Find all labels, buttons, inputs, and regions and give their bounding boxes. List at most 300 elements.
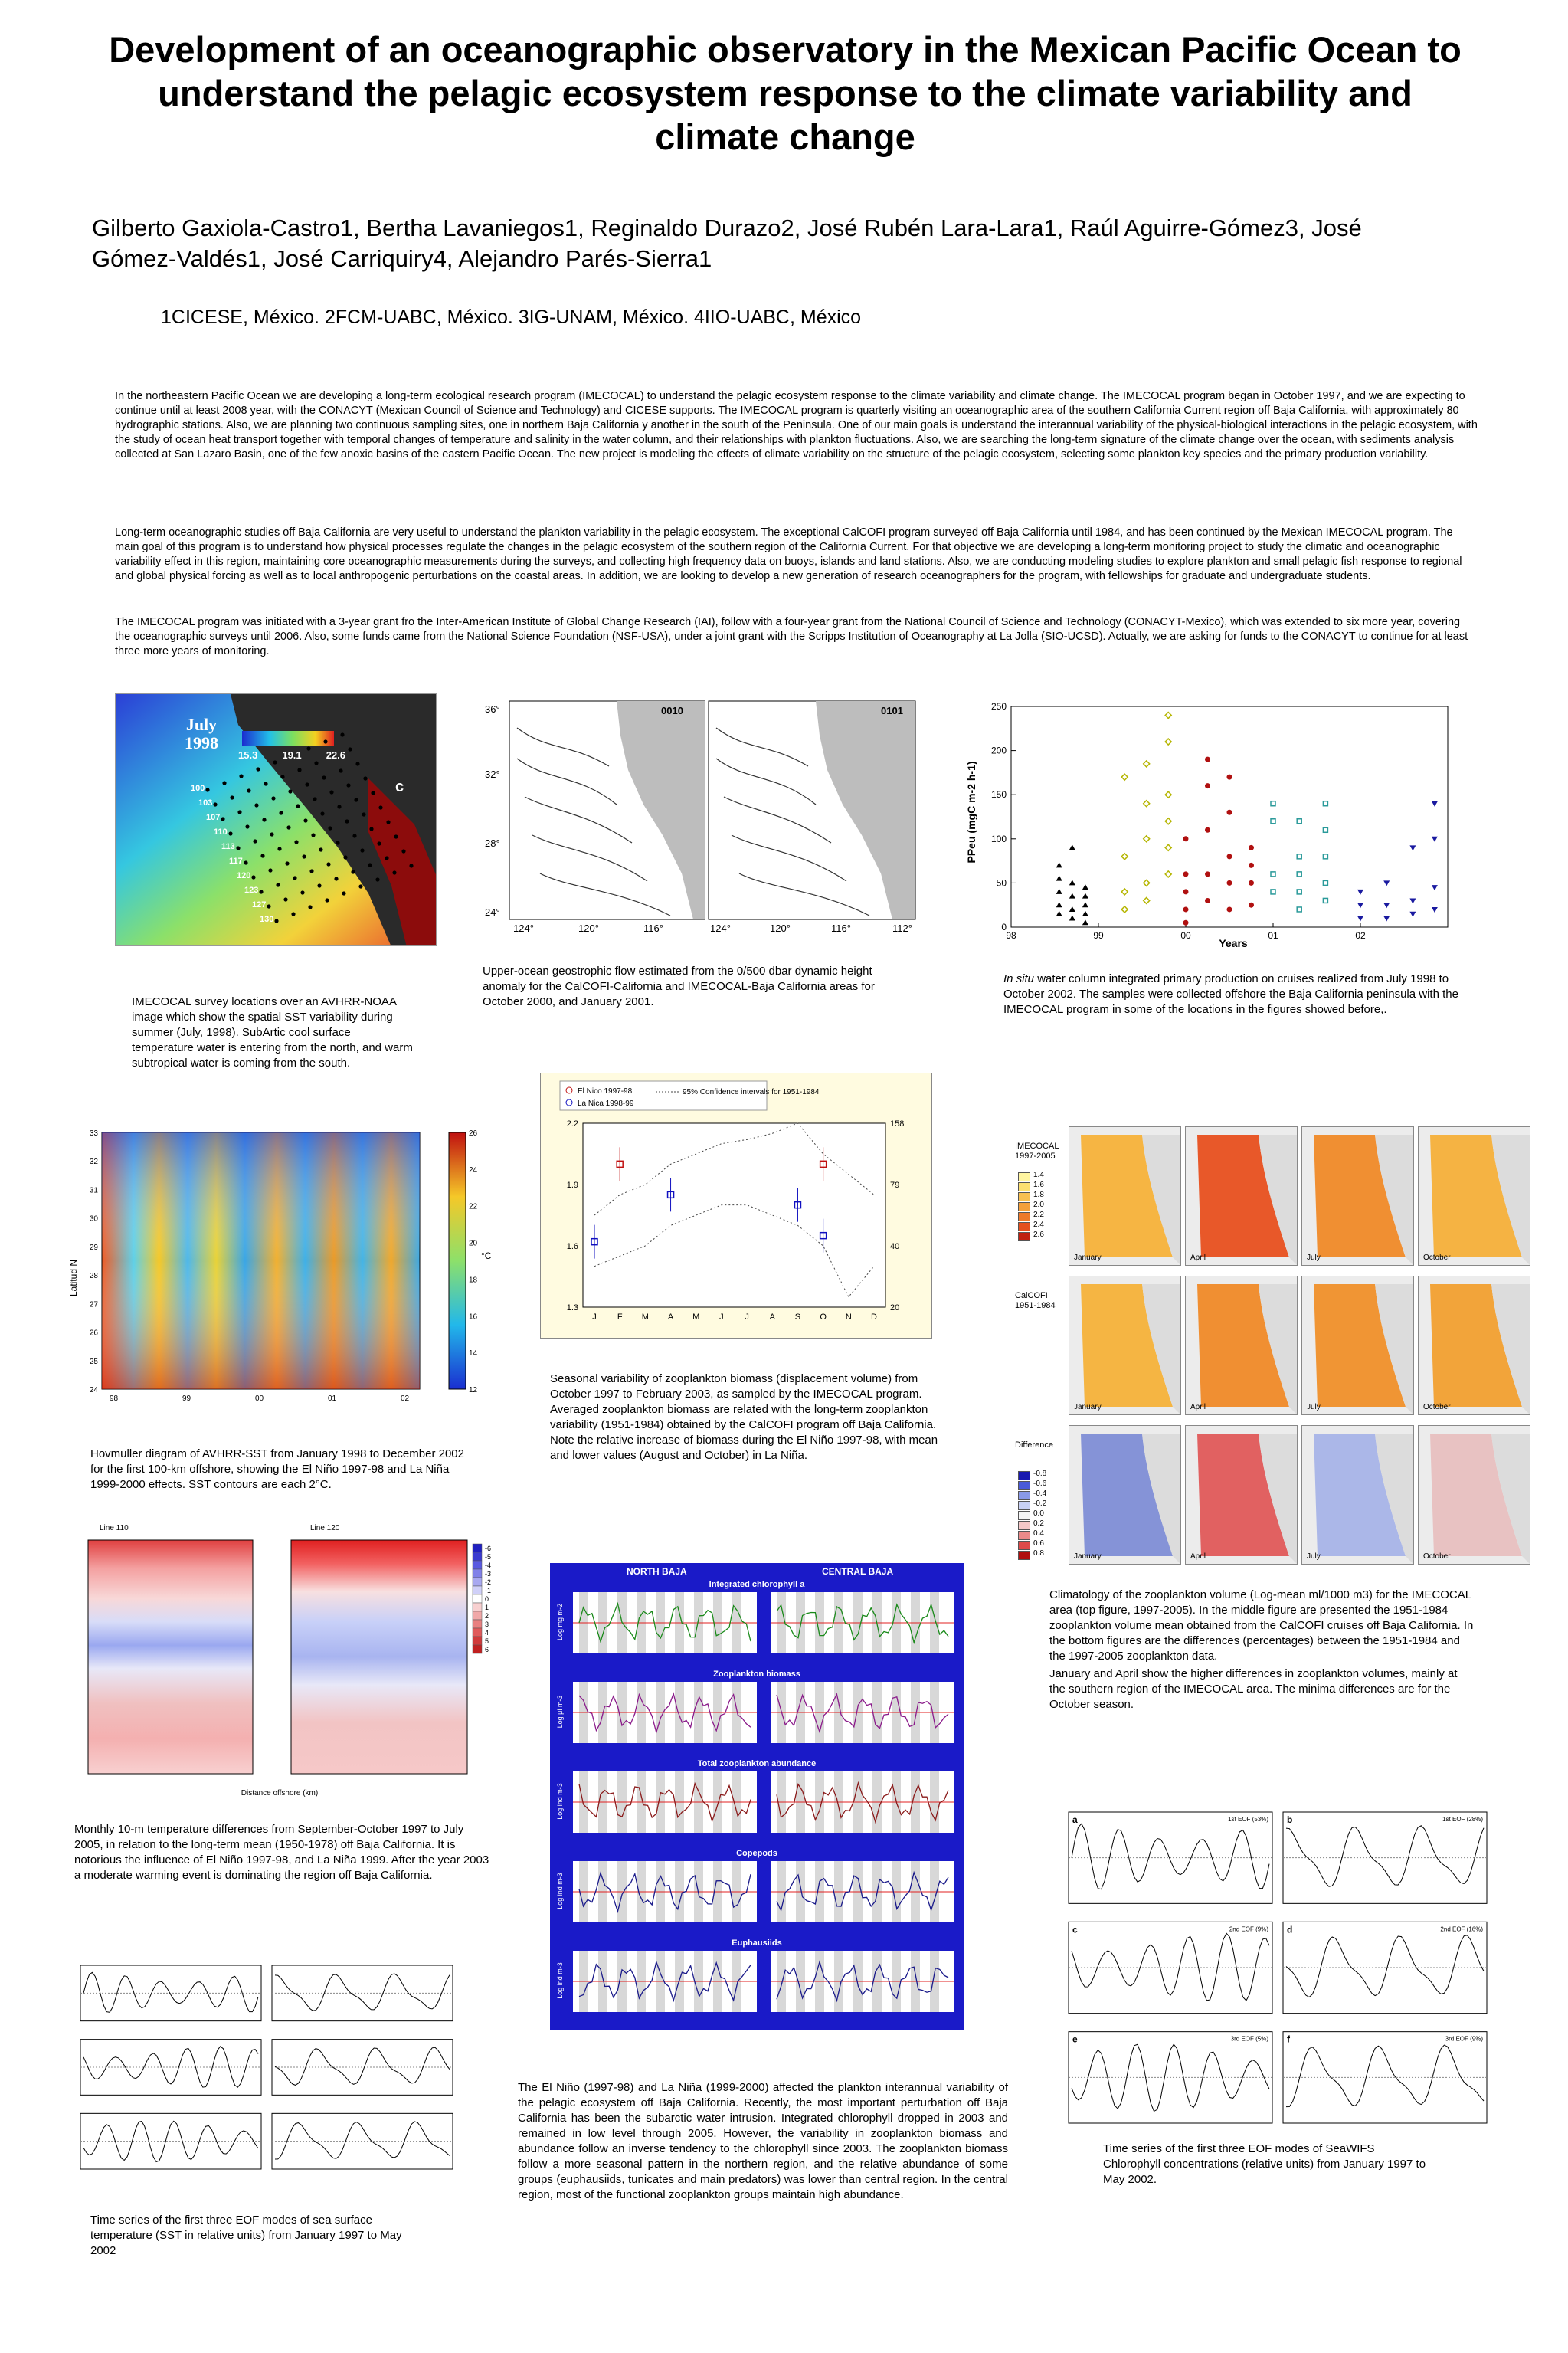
tempdiff-colorbar-cell (473, 1611, 482, 1620)
climatology-month-label: April (1190, 1254, 1206, 1262)
intro-paragraph-3: The IMECOCAL program was initiated with a 3-year grant fro the Inter-American Institute of Global Change Research (IAI), follow with a four-year grant from the National Council of Science and Technology (CONACYT-Mexico), which was extended to six more year, covering the oceanographic surveys until 2006. Also, some funds came from the National Science Foundation (NSF-USA), under a joint grant with the Scripps Institution of Oceanography at La Jolla (SIO-UCSD). Actually, we are asking for funds to the CONACYT to continue for at least three more years of monitoring. (115, 616, 1468, 657)
survey-station (236, 846, 240, 850)
eof-panel-label: a (1072, 1814, 1078, 1825)
pp-plot-area (1011, 706, 1448, 927)
pp-xtick-label: 02 (1355, 930, 1366, 941)
tempdiff-colorbar-label: -5 (485, 1553, 492, 1561)
eof-panel-title: 1st EOF (53%) (1228, 1816, 1268, 1823)
survey-station (244, 860, 247, 864)
pp-data-point (1205, 871, 1210, 877)
hov-lat-tick: 26 (89, 1329, 98, 1338)
lon-tick-left-124: 124° (513, 923, 534, 934)
climatology-map (1069, 1126, 1181, 1266)
survey-station (358, 884, 362, 888)
lon-tick-left-116: 116° (643, 923, 663, 934)
plankton-row-ylabel: Log ind m-3 (556, 1873, 564, 1909)
pp-data-point (1249, 880, 1254, 886)
zoo-month-label: A (769, 1313, 775, 1322)
tempdiff-colorbar-label: 6 (485, 1646, 489, 1653)
tempdiff-colorbar-cell (473, 1578, 482, 1586)
climatology-legend-label: 1.6 (1033, 1181, 1044, 1189)
zoo-ytick-label: 1.9 (566, 1181, 578, 1190)
plankton-series-panel (771, 1951, 954, 2012)
line-110-label: Line 110 (100, 1524, 129, 1532)
sst-scale-mid: 19.1 (282, 749, 302, 761)
hov-cb-tick: 20 (469, 1239, 478, 1248)
survey-station (394, 834, 398, 838)
eof-panel-label: b (1287, 1814, 1293, 1825)
pp-data-point (1249, 903, 1254, 908)
survey-station (247, 788, 250, 792)
pp-svg (961, 697, 1459, 950)
survey-station (268, 868, 272, 872)
survey-station (213, 802, 217, 806)
climatology-legend-label: 2.6 (1033, 1231, 1044, 1239)
plankton-series-panel (573, 1861, 757, 1922)
tempdiff-colorbar-cell (473, 1637, 482, 1645)
primary-production-chart (961, 697, 1459, 950)
climatology-legend-swatch (1018, 1182, 1030, 1191)
pp-ylabel: PPeu (mgC m-2 h-1) (965, 761, 977, 864)
zoo-month-label: M (641, 1313, 649, 1322)
hov-lat-tick: 31 (89, 1186, 98, 1195)
survey-station (273, 760, 277, 764)
north-baja-label: NORTH BAJA (627, 1566, 687, 1577)
climatology-legend-swatch (1018, 1172, 1030, 1181)
tempdiff-colorbar-cell (473, 1561, 482, 1569)
hov-year-tick: 98 (110, 1394, 119, 1403)
pp-ytick-label: 100 (990, 833, 1007, 844)
climatology-legend-swatch (1018, 1222, 1030, 1231)
survey-station (254, 803, 258, 807)
eof-panel-title: 1st EOF (28%) (1442, 1816, 1483, 1823)
survey-station (340, 732, 344, 736)
zooplankton-seasonal-chart (540, 1073, 932, 1339)
plankton-row-title: Zooplankton biomass (713, 1670, 800, 1679)
survey-station (325, 898, 329, 902)
tempdiff-colorbar-cell (473, 1552, 482, 1561)
survey-station (326, 862, 330, 866)
sst-month: July (185, 715, 218, 734)
tempdiff-svg (65, 1521, 506, 1801)
survey-station (317, 883, 321, 887)
lon-tick-right-112: 112° (892, 923, 912, 934)
pp-data-point (1205, 827, 1210, 833)
lon-tick-right-124: 124° (710, 923, 731, 934)
survey-station (221, 817, 224, 821)
survey-line-label: 103 (198, 798, 213, 808)
survey-line-label: 113 (221, 842, 235, 851)
zoo-ytick-label: 1.6 (566, 1242, 578, 1251)
survey-station (351, 870, 355, 873)
survey-station (311, 833, 315, 837)
pp-data-point (1249, 863, 1254, 868)
eof-panel-title: 2nd EOF (16%) (1440, 1925, 1483, 1933)
climatology-map (1301, 1126, 1414, 1266)
survey-station (345, 819, 349, 823)
geostrophic-flow-caption: Upper-ocean geostrophic flow estimated from the 0/500 dbar dynamic height anomaly for the CalCOFI-California and IMECOCAL-Baja California areas for October 2000, and January 2001. (483, 965, 875, 1008)
pp-data-point (1183, 871, 1189, 877)
lon-tick-right-116: 116° (831, 923, 851, 934)
survey-station (371, 791, 375, 795)
hov-lat-tick: 28 (89, 1272, 98, 1281)
legend-el-nino: El Nico 1997-98 (578, 1087, 633, 1096)
zoo-month-label: J (719, 1313, 724, 1322)
pp-ytick-label: 200 (990, 745, 1007, 756)
pp-xtick-label: 01 (1268, 930, 1278, 941)
sst-scale-min: 15.3 (238, 749, 258, 761)
survey-line-label: 107 (206, 813, 221, 822)
pp-data-point (1205, 757, 1210, 762)
survey-station (253, 839, 257, 843)
hov-cb-tick: 16 (469, 1313, 478, 1322)
survey-station (386, 820, 390, 824)
plankton-series-panel (573, 1682, 757, 1743)
survey-station (228, 831, 232, 835)
zoo-month-label: D (871, 1313, 877, 1322)
survey-station (385, 856, 388, 860)
eof-chl-svg (1061, 1804, 1490, 2134)
climatology-legend-swatch (1018, 1491, 1030, 1500)
climatology-month-label: July (1307, 1254, 1321, 1262)
zoo-month-label: A (667, 1313, 674, 1322)
pp-data-point (1249, 845, 1254, 850)
lat-tick-36: 36° (485, 703, 500, 715)
survey-station (339, 768, 342, 772)
survey-station (313, 797, 316, 801)
climatology-month-label: April (1190, 1552, 1206, 1561)
survey-station (375, 877, 379, 881)
section-line-110 (88, 1540, 253, 1774)
intro-paragraph-1: In the northeastern Pacific Ocean we are developing a long-term ecological research program (IMECOCAL) to understand the pelagic ecosystem response to the climate variability and climate change. The IMECOCAL program began in October 1997, and we are expecting to continue until at least 2008 year, with the CONACYT (Mexican Council of Science and Technology) and CICESE supports. The IMECOCAL program is quarterly visiting an oceanographic area of the southern California Current region off Baja California, with approximately 80 hydrographic stations. Also, we are planning two continuous sampling sites, one in northern Baja California y another in the south of the Peninsula. One of our main goals is understand the interannual variability of the physical-biological interactions in the pelagic ecosystem, with the study of ocean heat transport together with temporal changes of temperature and salinity in the water column, and their relationships with plankton fluctuations. Also, we are searching the long-term signature of the climate change over the ocean, with sediments analysis collected at San Lazaro Basin, one of the few anoxic basins of the eastern Pacific Ocean. The new project is modeling the effects of climate variability on the structure of the pelagic ecosystem, selecting some plankton key species and the primary production variability. (115, 390, 1478, 460)
pp-data-point (1183, 920, 1189, 926)
climatology-legend-label: 1.8 (1033, 1191, 1044, 1199)
tempdiff-colorbar-label: 5 (485, 1637, 489, 1645)
zoo-y2tick-label: 158 (890, 1119, 905, 1129)
climatology-map (1185, 1425, 1298, 1565)
survey-station (377, 841, 381, 845)
plankton-timeseries-caption: The El Niño (1997-98) and La Niña (1999-2000) affected the plankton interannual variability of the pelagic ecosystem off Baja California. Recently, the most important perturbation off Baja California has been the subarctic water intrusion. Integrated chlorophyll dropped in 2003 and remained in low level through 2005. However, the variability in zooplankton biomass and abundance follow an inverse tendency to the chlorophyll since 2003. The zooplankton biomass follow a more seasonal pattern in the northern region, and the relative abundance of some groups (euphausiids, tunicates and main predators) was lower than central region. In the central region, most of the functional zooplankton groups maintain high abundance. (518, 2081, 1008, 2201)
survey-station (329, 790, 333, 794)
climatology-map (1301, 1276, 1414, 1415)
tempdiff-colorbar-cell (473, 1603, 482, 1611)
tempdiff-colorbar-label: -3 (485, 1570, 492, 1578)
survey-station (348, 747, 352, 751)
hovmoller-unit: °C (481, 1250, 492, 1261)
climatology-legend-swatch (1018, 1212, 1030, 1221)
tempdiff-colorbar-cell (473, 1569, 482, 1578)
tempdiff-colorbar-cell (473, 1645, 482, 1653)
plankton-series-panel (771, 1861, 954, 1922)
climatology-legend-label: -0.8 (1033, 1470, 1047, 1478)
survey-line-label: 117 (229, 857, 243, 866)
survey-station (328, 826, 332, 830)
hov-lat-tick: 32 (89, 1158, 98, 1167)
zoo-y2tick-label: 20 (890, 1303, 900, 1313)
climatology-month-label: April (1190, 1403, 1206, 1411)
zoo-month-label: N (845, 1313, 852, 1322)
zoo-y2tick-label: 40 (890, 1242, 900, 1251)
plankton-timeseries-figure (550, 1563, 964, 2030)
climatology-month-label: October (1423, 1403, 1451, 1411)
climatology-legend-label: 2.4 (1033, 1221, 1044, 1229)
survey-station (363, 776, 367, 780)
survey-station (300, 890, 304, 894)
climatology-legend-label: 2.0 (1033, 1201, 1044, 1209)
hov-year-tick: 99 (182, 1394, 191, 1403)
survey-station (337, 805, 341, 808)
survey-station (323, 739, 327, 743)
hov-cb-tick: 26 (469, 1129, 478, 1138)
pp-data-point (1227, 775, 1232, 780)
survey-station (346, 783, 350, 787)
climatology-month-label: October (1423, 1552, 1451, 1561)
survey-station (342, 891, 345, 895)
climatology-legend-label: -0.6 (1033, 1480, 1047, 1488)
hov-cb-tick: 12 (469, 1386, 478, 1394)
sst-map-svg (116, 694, 437, 946)
survey-line-label: 127 (252, 900, 267, 909)
sst-panel-label: c (395, 778, 404, 795)
tempdiff-colorbar-label: -1 (485, 1587, 492, 1594)
tempdiff-colorbar-label: 1 (485, 1604, 489, 1611)
eof-panel-title: 3rd EOF (5%) (1230, 2035, 1268, 2043)
eof-panel-title: 3rd EOF (9%) (1445, 2035, 1483, 2043)
climatology-row-label: IMECOCAL 1997-2005 (1015, 1142, 1059, 1161)
survey-station (277, 847, 281, 850)
pp-data-point (1183, 889, 1189, 894)
climatology-map (1301, 1425, 1414, 1565)
plankton-row-title: Integrated chlorophyll a (709, 1580, 805, 1589)
sst-scale-max: 22.6 (326, 749, 345, 761)
temperature-difference-caption: Monthly 10-m temperature differences from September-October 1997 to July 2005, in relation to the long-term mean (1950-1978) off Baja California. It is notorious the influence of El Niño 1997-98, and La Niña 1999. After the year 2003 a moderate warming event is dominating the region off Baja California. (74, 1823, 489, 1882)
climatology-row-label: CalCOFI 1951-1984 (1015, 1291, 1056, 1310)
tempdiff-colorbar-label: 4 (485, 1629, 489, 1637)
plankton-row-ylabel: Log μl m-3 (556, 1695, 564, 1729)
climatology-legend-label: 1.4 (1033, 1171, 1044, 1179)
climatology-legend-label: -0.2 (1033, 1499, 1047, 1508)
survey-station (293, 876, 296, 880)
hov-year-tick: 01 (328, 1394, 337, 1403)
survey-station (237, 810, 241, 814)
hov-lat-tick: 24 (89, 1386, 98, 1394)
survey-station (303, 818, 307, 822)
pp-data-point (1227, 810, 1232, 815)
tempdiff-colorbar-label: -4 (485, 1562, 492, 1569)
zoo-month-label: S (794, 1313, 801, 1322)
climatology-month-label: January (1074, 1552, 1102, 1561)
zoo-month-label: J (745, 1313, 749, 1322)
survey-station (369, 827, 373, 831)
survey-station (245, 824, 249, 828)
climatology-month-label: October (1423, 1254, 1451, 1262)
hov-cb-tick: 22 (469, 1202, 478, 1211)
lat-tick-24: 24° (485, 906, 500, 918)
climatology-month-label: July (1307, 1403, 1321, 1411)
plankton-row-title: Euphausiids (732, 1938, 782, 1948)
survey-station (222, 781, 226, 785)
hov-cb-tick: 24 (469, 1165, 478, 1175)
legend-la-nina: La Nica 1998-99 (578, 1099, 634, 1108)
hovmoller-latitude-shading (102, 1132, 420, 1389)
eof-chl-figure (1061, 1804, 1490, 2134)
tempdiff-colorbar-label: -6 (485, 1545, 492, 1552)
survey-station (362, 812, 365, 816)
pp-data-point (1183, 836, 1189, 841)
hov-year-tick: 00 (255, 1394, 264, 1403)
climatology-legend-label: -0.4 (1033, 1489, 1047, 1498)
zoo-plot-area (583, 1123, 885, 1307)
hov-lat-tick: 29 (89, 1243, 98, 1252)
tempdiff-colorbar-cell (473, 1594, 482, 1603)
zoo-ytick-label: 1.3 (566, 1303, 578, 1313)
lon-tick-left-120: 120° (578, 923, 599, 934)
climatology-legend-label: 0.6 (1033, 1539, 1044, 1548)
survey-station (354, 798, 358, 801)
flow-panel-left-label: 0010 (661, 705, 683, 716)
pp-ytick-label: 150 (990, 789, 1007, 801)
climatology-map (1418, 1425, 1530, 1565)
sst-date-label (185, 716, 218, 752)
hov-lat-tick: 33 (89, 1129, 98, 1138)
climatology-legend-swatch (1018, 1202, 1030, 1211)
survey-station (279, 811, 283, 814)
pp-xtick-label: 00 (1180, 930, 1191, 941)
climatology-month-label: January (1074, 1403, 1102, 1411)
zoo-month-label: O (820, 1313, 827, 1322)
zoo-ytick-label: 2.2 (566, 1119, 578, 1129)
hov-lat-tick: 30 (89, 1214, 98, 1224)
pp-data-point (1227, 854, 1232, 859)
zoo-month-label: J (592, 1313, 597, 1322)
survey-station (320, 811, 324, 815)
climatology-map (1069, 1425, 1181, 1565)
survey-station (259, 890, 263, 893)
survey-station (274, 919, 278, 923)
plankton-series-panel (771, 1682, 954, 1743)
survey-station (314, 761, 318, 765)
survey-station (308, 905, 312, 909)
sst-map-caption: IMECOCAL survey locations over an AVHRR-NOAA image which show the spatial SST variability during summer (July, 1998). SubArtic cool surface temperature water is entering from the north, and warm subtropical water is coming from the south. (132, 995, 413, 1070)
eof-sst-caption: Time series of the first three EOF modes of sea surface temperature (SST in relative units) from January 1997 to May 2002 (90, 2214, 402, 2257)
hovmoller-colorbar (449, 1132, 466, 1389)
affiliations: 1CICESE, México. 2FCM-UABC, México. 3IG-UNAM, México. 4IIO-UABC, México (161, 306, 862, 328)
author-list: Gilberto Gaxiola-Castro1, Bertha Lavaniegos1, Reginaldo Durazo2, José Rubén Lara-Lara1, Raúl Aguirre-Gómez3, José Gómez-Valdés1, José Carriquiry4, Alejandro Parés-Sierra1 (92, 215, 1362, 272)
survey-station (291, 912, 295, 916)
survey-line-label: 110 (214, 827, 228, 837)
survey-station (271, 796, 275, 800)
eof-chl-caption: Time series of the first three EOF modes of SeaWIFS Chlorophyll concentrations (relative units) from January 1997 to May 2002. (1103, 2142, 1426, 2186)
survey-station (334, 877, 338, 880)
climatology-legend-label: 0.0 (1033, 1509, 1044, 1518)
zooplankton-seasonal-caption: Seasonal variability of zooplankton biomass (displacement volume) from October 1997 to February 2003, as sampled by the IMECOCAL program. Averaged zooplankton biomass are related with the long-term zooplankton variability (1951-1984) obtained by the CalCOFI program off Baja California. Note the relative increase of biomass during the El Niño 1997-98, with mean and lower values (August and October) in La Niña. (550, 1372, 938, 1462)
survey-station (352, 834, 356, 837)
climatology-month-label: January (1074, 1254, 1102, 1262)
eof-panel-label: d (1287, 1924, 1293, 1935)
plankton-series-panel (573, 1951, 757, 2012)
hov-lat-tick: 27 (89, 1300, 98, 1309)
sst-scale-labels (238, 749, 345, 761)
climatology-legend-swatch (1018, 1551, 1030, 1560)
pp-caption-italic: In situ (1003, 972, 1035, 985)
flow-panel-right-label: 0101 (881, 705, 903, 716)
survey-line-label: 100 (191, 784, 205, 793)
pp-data-point (1205, 783, 1210, 788)
climatology-legend-label: 0.2 (1033, 1519, 1044, 1528)
survey-station (322, 775, 326, 779)
zoo-month-label: M (692, 1313, 700, 1322)
poster-title: Development of an oceanographic observatory in the Mexican Pacific Ocean to understand the pelagic ecosystem response to the climate variability and climate change (109, 29, 1462, 157)
lon-tick-right-120: 120° (770, 923, 791, 934)
plankton-series-panel (573, 1592, 757, 1653)
survey-station (343, 855, 347, 859)
survey-station (319, 847, 322, 851)
survey-station (230, 795, 234, 799)
climatology-legend-swatch (1018, 1521, 1030, 1530)
plankton-series-panel (771, 1592, 954, 1653)
survey-station (260, 854, 264, 857)
survey-station (262, 818, 266, 821)
survey-station (280, 775, 284, 778)
survey-station (239, 774, 243, 778)
intro-paragraph-2: Long-term oceanographic studies off Baja California are very useful to understand the plankton variability in the pelagic ecosystem. The exceptional CalCOFI program surveyed off Baja California until 1984, and has been continued by the Mexican IMECOCAL program. The main goal of this program is to understand how physical processes regulate the changes in the pelagic ecosystem of the southern region of the California Current. For that objective we are developing a long-term monitoring project to study the climatic and oceanographic variability effect in this region, maintaining core oceanographic measurements during the surveys, and collecting high frequency data on buoys, islands and land stations. Also, we are conducting modeling studies to explore plankton and small pelagic fish response to regional and global physical forcing as well as to local anthropogenic perturbations on the coastal areas. In addition, we are looking to develop a new generation of research oceanographers for the program, with fellowships for graduate and undergraduate students. (115, 526, 1462, 582)
hovmoller-svg (67, 1125, 496, 1408)
tempdiff-colorbar-cell (473, 1620, 482, 1628)
plankton-row-title: Total zooplankton abundance (697, 1759, 817, 1768)
pp-xlabel: Years (1219, 937, 1248, 949)
central-baja-label: CENTRAL BAJA (822, 1566, 894, 1577)
tempdiff-colorbar-label: -2 (485, 1578, 492, 1586)
survey-station (251, 875, 255, 879)
survey-station (409, 864, 413, 867)
hovmoller-figure (67, 1125, 496, 1408)
climatology-map (1185, 1276, 1298, 1415)
plankton-series-panel (771, 1771, 954, 1833)
pp-ytick-label: 250 (990, 701, 1007, 712)
climatology-map (1418, 1126, 1530, 1266)
climatology-legend-label: 2.2 (1033, 1211, 1044, 1219)
survey-station (288, 789, 292, 793)
survey-station (205, 788, 209, 791)
survey-station (256, 767, 260, 771)
plankton-row-ylabel: Log mg m-2 (556, 1603, 564, 1641)
climatology-legend-swatch (1018, 1481, 1030, 1490)
climatology-legend-swatch (1018, 1471, 1030, 1480)
survey-station (392, 870, 396, 874)
sst-map-figure (115, 693, 437, 946)
survey-station (296, 804, 300, 808)
geostrophic-flow-svg (463, 697, 919, 939)
climatology-legend-swatch (1018, 1232, 1030, 1241)
climatology-legend-swatch (1018, 1192, 1030, 1201)
survey-station (276, 883, 280, 886)
survey-station (270, 832, 273, 836)
pp-data-point (1205, 898, 1210, 903)
survey-station (267, 904, 270, 908)
tempdiff-colorbar-label: 0 (485, 1595, 489, 1603)
survey-station (286, 825, 290, 829)
survey-station (294, 840, 298, 844)
section-line-120 (291, 1540, 467, 1774)
pp-caption (1003, 972, 1478, 1018)
eof-panel-label: e (1072, 2033, 1078, 2045)
pp-data-point (1227, 906, 1232, 912)
tempdiff-colorbar-label: 3 (485, 1621, 489, 1628)
hovmoller-ylabel: Latitud N (68, 1259, 79, 1297)
plankton-row-ylabel: Log ind m-3 (556, 1783, 564, 1820)
line-120-label: Line 120 (310, 1524, 340, 1532)
pp-caption-text: water column integrated primary production on cruises realized from July 1998 to October 2002. The samples were collected offshore the Baja California peninsula with the IMECOCAL program in some of the locations in the figures showed before,. (1003, 972, 1458, 1016)
